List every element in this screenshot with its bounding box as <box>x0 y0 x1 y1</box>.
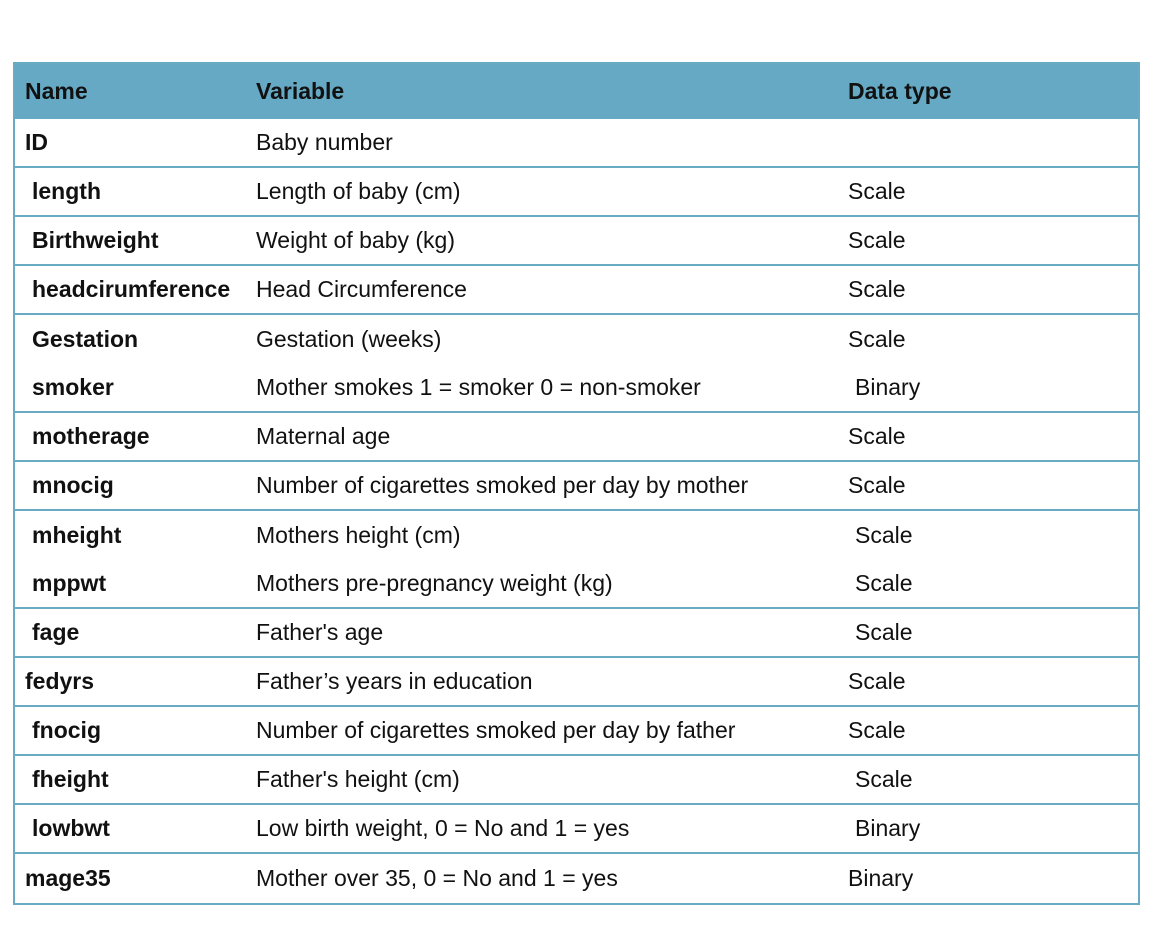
cell-type: Scale <box>848 717 906 743</box>
table-row <box>15 462 1138 511</box>
table-row <box>15 217 1138 266</box>
header-name: Name <box>25 78 88 104</box>
cell-variable: Head Circumference <box>256 276 467 302</box>
variables-table <box>13 62 1140 905</box>
cell-variable: Gestation (weeks) <box>256 326 442 352</box>
table-row <box>15 266 1138 315</box>
table-row <box>15 511 1138 560</box>
cell-name: mppwt <box>32 570 107 596</box>
table-row <box>15 560 1138 609</box>
cell-name: fedyrs <box>25 668 95 694</box>
cell-variable: Number of cigarettes smoked per day by mother <box>256 472 749 498</box>
table-row <box>15 168 1138 217</box>
cell-name: mheight <box>32 522 122 548</box>
cell-variable: Mother over 35, 0 = No and 1 = yes <box>256 865 618 891</box>
cell-type: Scale <box>848 472 906 498</box>
cell-type: Scale <box>848 326 906 352</box>
cell-type: Scale <box>848 276 906 302</box>
cell-type: Binary <box>855 374 921 400</box>
cell-variable: Mother smokes 1 = smoker 0 = non-smoker <box>256 374 701 400</box>
cell-name: smoker <box>32 374 114 400</box>
cell-variable: Mothers height (cm) <box>256 522 461 548</box>
cell-variable: Father’s years in education <box>256 668 533 694</box>
header-data-type: Data type <box>848 78 952 104</box>
cell-name: fheight <box>32 766 109 792</box>
cell-name: mnocig <box>32 472 114 498</box>
table-row <box>15 658 1138 707</box>
cell-type: Scale <box>855 522 913 548</box>
table-row <box>15 707 1138 756</box>
cell-name: mage35 <box>25 865 111 891</box>
cell-type: Scale <box>848 178 906 204</box>
table-row <box>15 119 1138 168</box>
table-row <box>15 756 1138 805</box>
cell-name: Birthweight <box>32 227 159 253</box>
cell-type: Scale <box>855 619 913 645</box>
header-variable: Variable <box>256 78 345 104</box>
cell-variable: Number of cigarettes smoked per day by father <box>256 717 736 743</box>
cell-type: Scale <box>848 227 906 253</box>
cell-name: Gestation <box>32 326 139 352</box>
table-row <box>15 315 1138 364</box>
cell-name: ID <box>25 129 48 155</box>
table-row <box>15 805 1138 854</box>
cell-name: fage <box>32 619 80 645</box>
cell-name: length <box>32 178 101 204</box>
cell-name: motherage <box>32 423 150 449</box>
cell-name: fnocig <box>32 717 101 743</box>
cell-variable: Maternal age <box>256 423 391 449</box>
cell-variable: Baby number <box>256 129 393 155</box>
cell-type: Scale <box>855 766 913 792</box>
cell-variable: Father's age <box>256 619 384 645</box>
cell-variable: Length of baby (cm) <box>256 178 461 204</box>
cell-name: headcirumference <box>32 276 231 302</box>
cell-type: Scale <box>855 570 913 596</box>
table-row <box>15 609 1138 658</box>
cell-variable: Mothers pre-pregnancy weight (kg) <box>256 570 613 596</box>
cell-variable: Low birth weight, 0 = No and 1 = yes <box>256 815 630 841</box>
cell-type: Binary <box>848 865 914 891</box>
cell-name: lowbwt <box>32 815 110 841</box>
cell-variable: Father's height (cm) <box>256 766 460 792</box>
cell-type: Scale <box>848 668 906 694</box>
cell-type: Binary <box>855 815 921 841</box>
table-row <box>15 854 1138 903</box>
table-row <box>15 413 1138 462</box>
cell-type: Scale <box>848 423 906 449</box>
table-row <box>15 364 1138 413</box>
cell-variable: Weight of baby (kg) <box>256 227 456 253</box>
table-header-row <box>15 64 1138 119</box>
